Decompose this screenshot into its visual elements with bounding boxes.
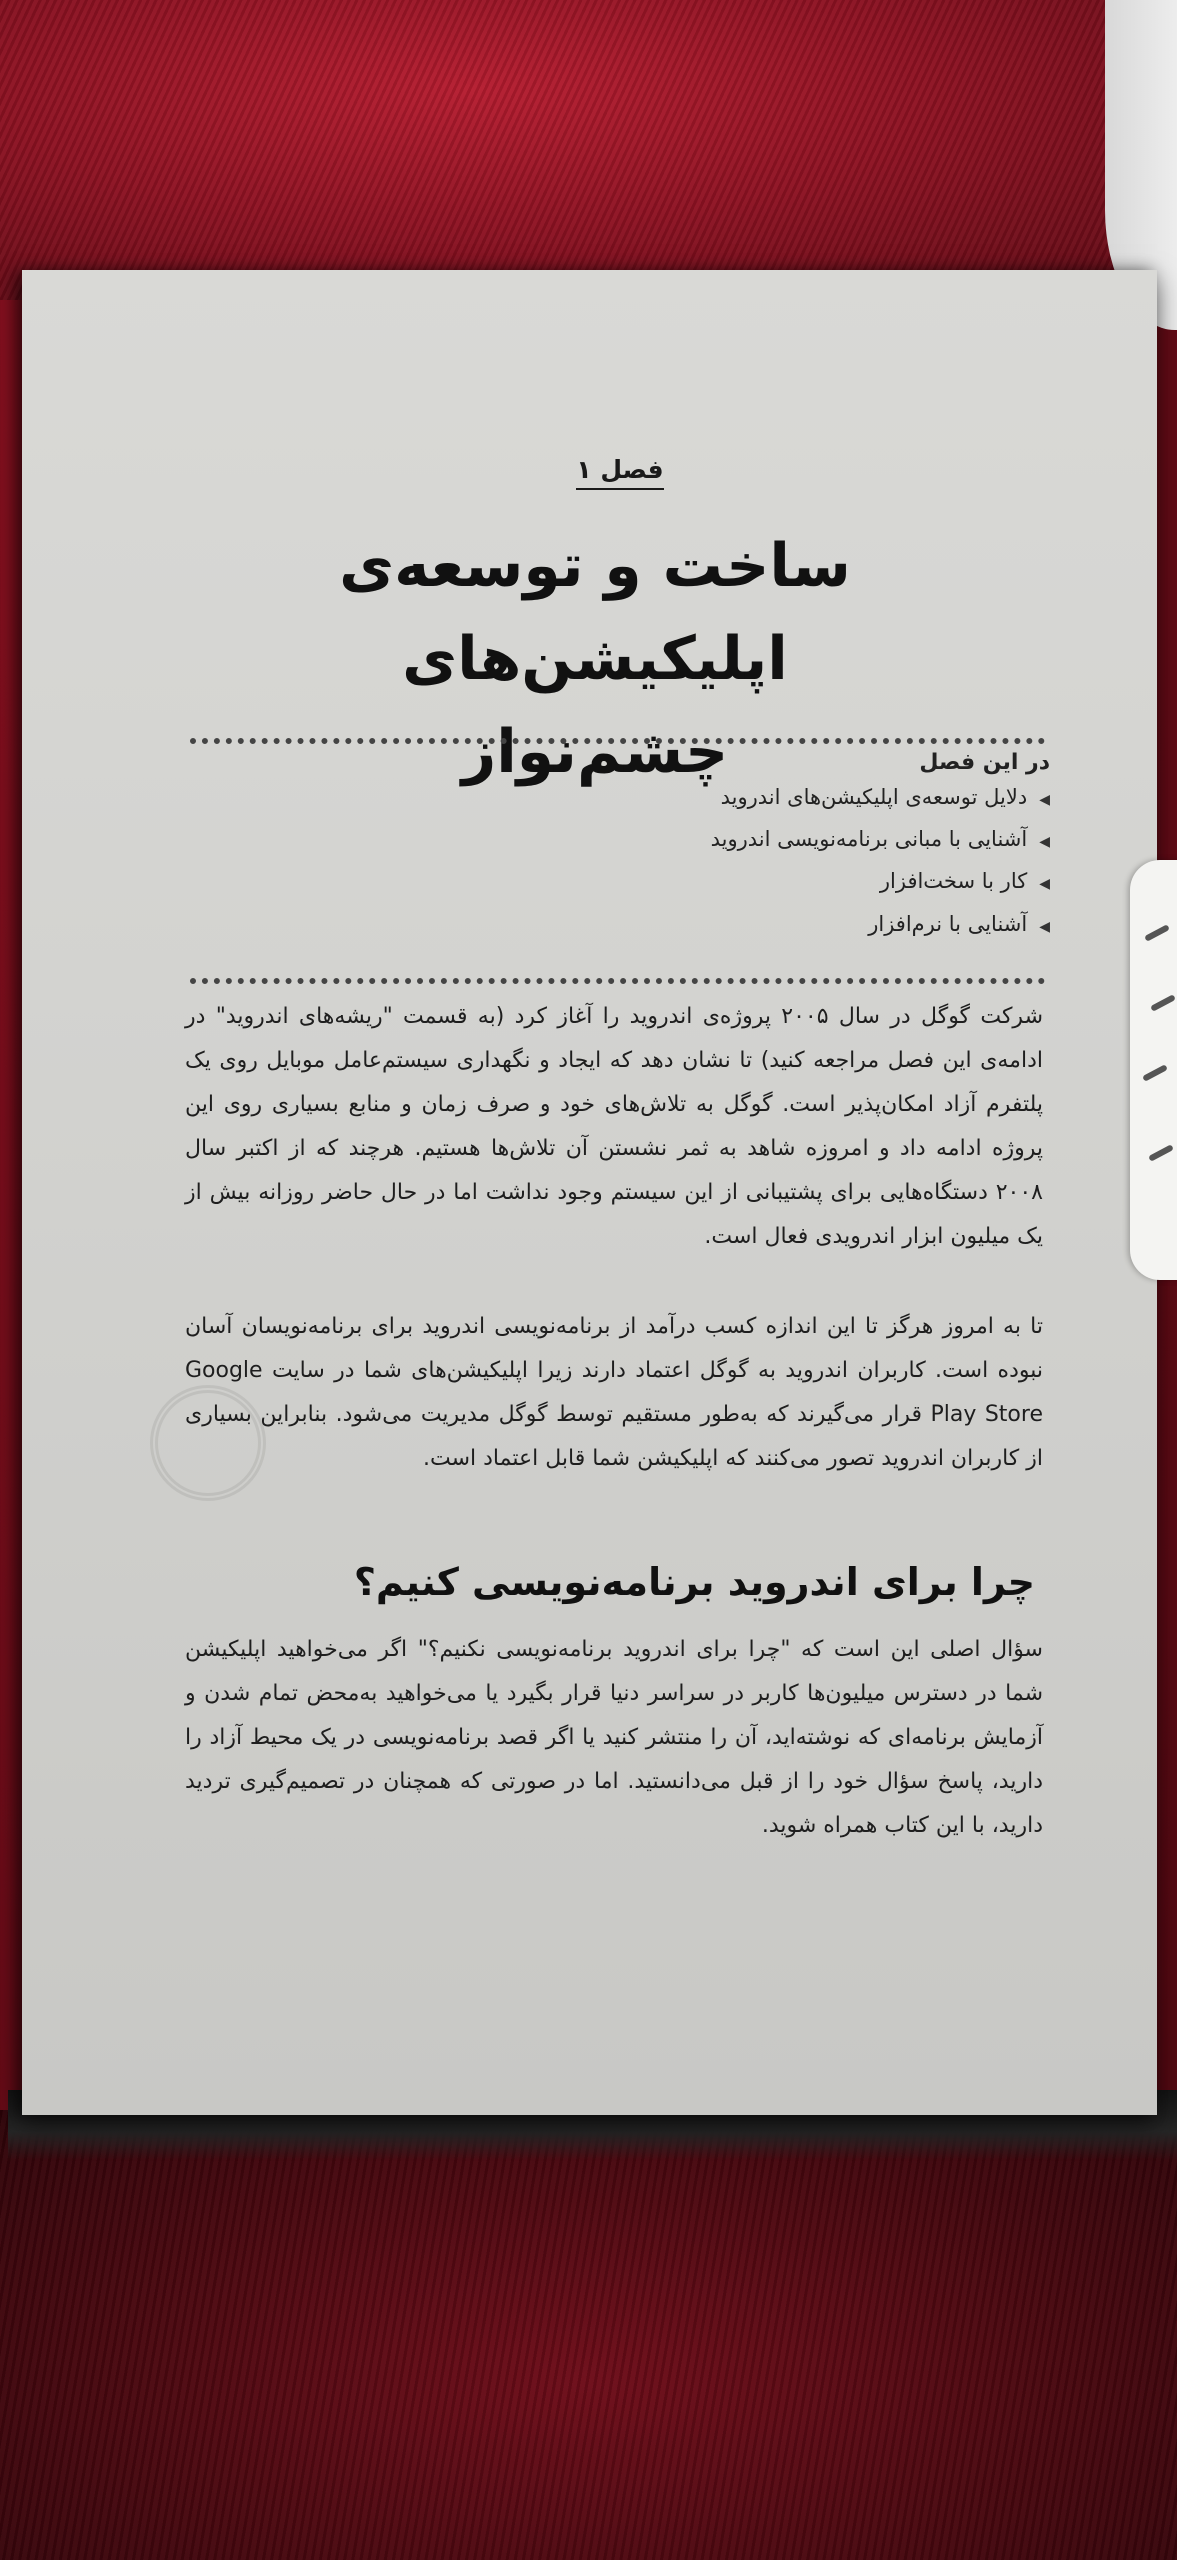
list-item-text: کار با سخت‌افزار — [879, 869, 1028, 894]
list-item — [600, 912, 1050, 937]
chapter-label-text: فصل ۱ — [576, 455, 663, 490]
paragraph-why-android: سؤال اصلی این است که "چرا برای اندروید برنامه‌نویسی نکنیم؟" اگر می‌خواهید اپلیکیشن شما در دسترس میلیون‌ها کاربر در سراسر دنیا قرار بگیرد یا می‌خواهید به‌محض تمام شدن و آزمایش برنامه‌ای که نوشته‌اید، آن را منتشر کنید یا اگر قصد برنامه‌نویسی در یک محیط آزاد را دارید، پاسخ سؤال خود را از قبل می‌دانستید. اما در صورتی که همچنان در تصمیم‌گیری تردید دارید، با این کتاب همراه شوید. — [185, 1637, 1043, 1838]
bookmark-scribble — [1142, 1064, 1168, 1082]
red-cloth-background-top — [0, 0, 1177, 300]
list-item — [600, 869, 1050, 894]
bookmark-card — [1130, 860, 1177, 1280]
paragraph-market: تا به امروز هرگز تا این اندازه کسب درآمد از برنامه‌نویسی اندروید برای برنامه‌نویسان آسان نبوده است. کاربران اندروید به گوگل اعتماد دارند زیرا اپلیکیشن‌های شما در سایت Google Play Store قرار می‌گیرند که به‌طور مستقیم توسط گوگل مدیریت می‌شود. بنابراین بسیاری از کاربران اندروید تصور می‌کنند که اپلیکیشن شما قابل اعتماد است. — [185, 1314, 1043, 1471]
bookmark-scribble — [1144, 924, 1170, 942]
chapter-title-line-1: ساخت و توسعه‌ی اپلیکیشن‌های — [339, 531, 851, 694]
in-this-chapter-box — [600, 750, 1050, 954]
triangle-bullet-icon: ◀ — [1039, 876, 1050, 893]
section-heading: چرا برای اندروید برنامه‌نویسی کنیم؟ — [353, 1560, 1035, 1604]
paragraph-intro: شرکت گوگل در سال ۲۰۰۵ پروژه‌ی اندروید را آغاز کرد (به قسمت "ریشه‌های اندروید" در ادامه‌ی این فصل مراجعه کنید) تا نشان دهد که ایجاد و نگهداری سیستم‌عامل موبایل روی یک پلتفرم آزاد امکان‌پذیر است. گوگل به تلاش‌های خود و صرف زمان و منابع بسیاری روی این پروژه ادامه داد و امروزه شاهد به ثمر نشستن آن تلاش‌ها هستیم. هرچند که از اکتبر سال ۲۰۰۸ دستگاه‌هایی برای پشتیبانی از این سیستم وجود نداشت اما در حال حاضر روزانه بیش از یک میلیون ابزار اندرویدی فعال است. — [185, 1004, 1043, 1249]
in-this-chapter-list — [600, 785, 1050, 937]
list-item — [600, 827, 1050, 852]
red-cloth-background-bottom — [0, 2110, 1177, 2560]
list-item-text: دلایل توسعه‌ی اپلیکیشن‌های اندروید — [720, 785, 1028, 809]
bookmark-scribble — [1148, 1144, 1174, 1162]
list-item — [600, 785, 1050, 810]
chapter-title-line-2: چشم‌نواز — [461, 717, 729, 787]
in-this-chapter-heading: در این فصل — [919, 750, 1050, 775]
dotted-divider-bottom — [190, 978, 1045, 984]
list-item-text: آشنایی با مبانی برنامه‌نویسی اندروید — [710, 827, 1028, 852]
triangle-bullet-icon: ◀ — [1039, 792, 1050, 808]
dotted-divider-top — [190, 738, 1045, 744]
triangle-bullet-icon: ◀ — [1039, 918, 1050, 935]
triangle-bullet-icon: ◀ — [1039, 834, 1050, 851]
chapter-label — [560, 455, 680, 484]
bookmark-scribble — [1150, 994, 1176, 1012]
list-item-text: آشنایی با نرم‌افزار — [868, 911, 1028, 936]
